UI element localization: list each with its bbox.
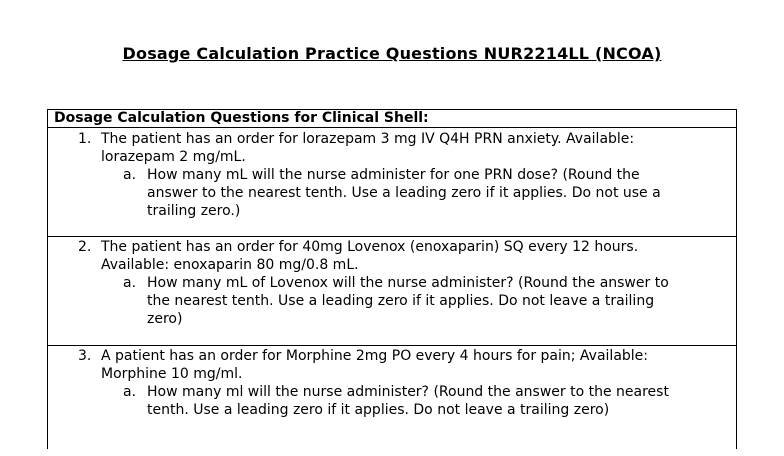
question-text [101, 347, 731, 383]
document-title: Dosage Calculation Practice Questions NUR2214LL (NCOA) [122, 44, 662, 63]
question-row-1 [48, 128, 736, 237]
question-line: lorazepam 2 mg/mL. [101, 149, 246, 165]
subquestion-letter: a. [123, 275, 137, 291]
question-number: 2. [78, 239, 92, 255]
question-line: A patient has an order for Morphine 2mg PO every 4 hours for pain; Available: [101, 348, 649, 364]
subquestion-line: zero) [147, 311, 183, 327]
subquestion-letter: a. [123, 167, 137, 183]
question-line: The patient has an order for 40mg Lovenox (enoxaparin) SQ every 12 hours. [101, 239, 639, 255]
subquestion-line: trailing zero.) [147, 203, 241, 219]
subquestion-line: tenth. Use a leading zero if it applies. Do not leave a trailing zero) [147, 402, 610, 418]
question-row-3 [48, 346, 736, 456]
question-line: Available: enoxaparin 80 mg/0.8 mL. [101, 257, 359, 273]
subquestion-line: answer to the nearest tenth. Use a leading zero if it applies. Do not use a [147, 185, 661, 201]
subquestion-text [147, 274, 731, 328]
question-line: The patient has an order for lorazepam 3 mg IV Q4H PRN anxiety. Available: [101, 131, 635, 147]
subquestion-line: the nearest tenth. Use a leading zero if it applies. Do not leave a trailing [147, 293, 655, 309]
subquestion-line: How many mL will the nurse administer for one PRN dose? (Round the [147, 167, 640, 183]
questions-table [47, 109, 737, 449]
subquestion-letter: a. [123, 384, 137, 400]
question-line: Morphine 10 mg/ml. [101, 366, 243, 382]
subquestion-text [147, 383, 731, 419]
question-row-2 [48, 237, 736, 346]
question-number: 1. [78, 131, 92, 147]
subquestion-line: How many mL of Lovenox will the nurse administer? (Round the answer to [147, 275, 669, 291]
subquestion-line: How many ml will the nurse administer? (Round the answer to the nearest [147, 384, 669, 400]
table-header: Dosage Calculation Questions for Clinical Shell: [48, 110, 736, 128]
question-number: 3. [78, 348, 92, 364]
question-text [101, 130, 731, 166]
question-text [101, 238, 731, 274]
subquestion-text [147, 166, 731, 220]
